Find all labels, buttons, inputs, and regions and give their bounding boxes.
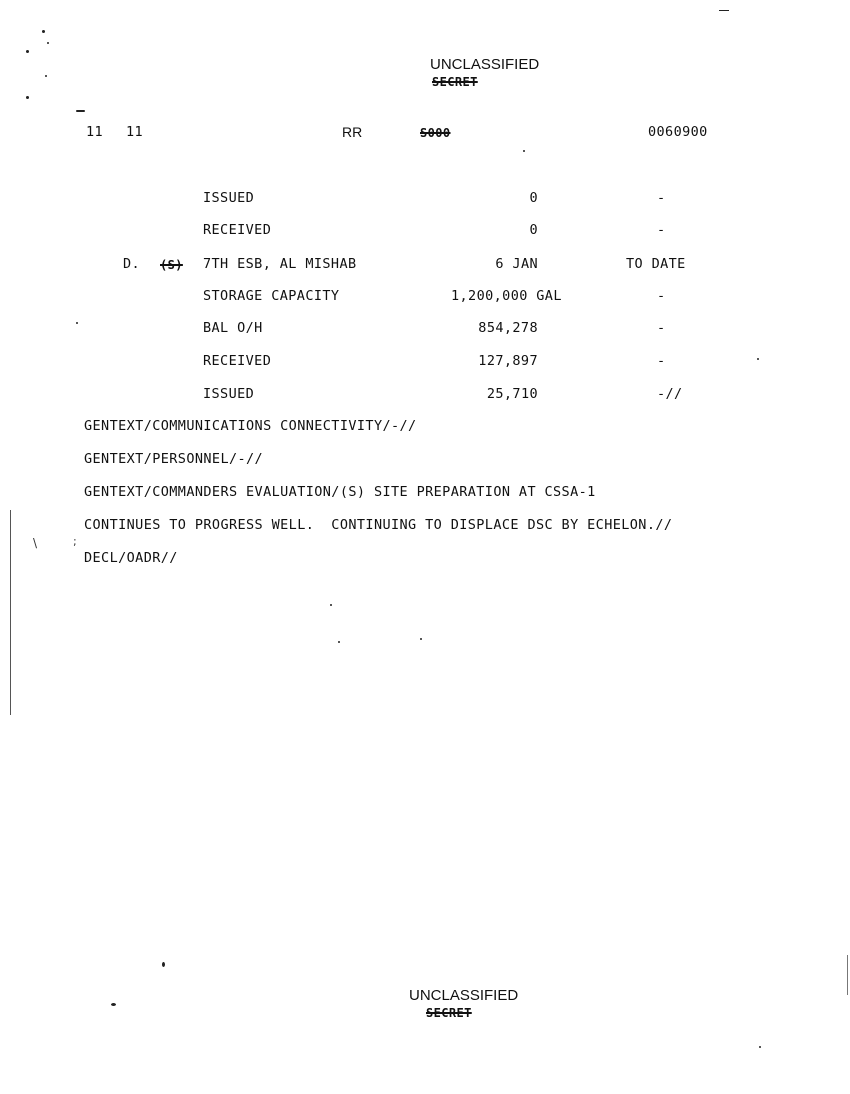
- row-value: 0: [529, 190, 538, 206]
- gentext-line: GENTEXT/COMMUNICATIONS CONNECTIVITY/-//: [84, 418, 417, 434]
- row-value: 6 JAN: [495, 256, 538, 272]
- gentext-line: GENTEXT/COMMANDERS EVALUATION/(S) SITE PREPARATION AT CSSA-1: [84, 484, 596, 500]
- scan-edge-line: [847, 955, 848, 995]
- row-label: RECEIVED: [203, 222, 272, 238]
- footer-classification: UNCLASSIFIED: [409, 987, 519, 1004]
- row-todate: -: [657, 222, 666, 238]
- row-value: 25,710: [486, 386, 538, 402]
- scan-speck: [26, 50, 29, 53]
- row-label: RECEIVED: [203, 353, 272, 369]
- scan-speck: [330, 604, 332, 606]
- scan-speck: [523, 150, 525, 152]
- footer-classification-struck: SECRET: [426, 1006, 472, 1020]
- scan-speck: [162, 962, 165, 967]
- row-label: STORAGE CAPACITY: [203, 288, 340, 304]
- row-label: BAL O/H: [203, 320, 263, 336]
- routing-dtg: 0060900: [648, 124, 708, 140]
- scan-speck: [76, 322, 78, 324]
- row-prefix: D.: [123, 256, 141, 272]
- row-value: 1,200,000 GAL: [451, 288, 562, 304]
- scan-speck: [420, 638, 422, 640]
- scan-speck: [757, 358, 759, 360]
- row-struck-marking: (S): [160, 258, 183, 272]
- scan-edge-line: [10, 510, 11, 715]
- scan-speck: [76, 110, 85, 112]
- header-classification: UNCLASSIFIED: [430, 56, 540, 73]
- row-value: 0: [529, 222, 538, 238]
- routing-precedence: RR: [342, 124, 363, 140]
- row-value: 854,278: [478, 320, 538, 336]
- scan-speck: [719, 10, 729, 11]
- scan-speck: ;: [73, 535, 77, 548]
- scan-speck: [47, 42, 49, 44]
- row-label: ISSUED: [203, 190, 255, 206]
- scan-speck: [45, 75, 47, 77]
- row-label: 7TH ESB, AL MISHAB: [203, 256, 357, 272]
- row-todate: -: [657, 288, 666, 304]
- row-todate: -//: [657, 386, 683, 402]
- routing-field-1: 11: [86, 124, 104, 140]
- scan-speck: [42, 30, 45, 33]
- gentext-line: CONTINUES TO PROGRESS WELL. CONTINUING TO DISPLACE DSC BY ECHELON.//: [84, 517, 673, 533]
- row-todate: -: [657, 320, 666, 336]
- row-label: ISSUED: [203, 386, 255, 402]
- gentext-line: DECL/OADR//: [84, 550, 178, 566]
- scan-speck: [111, 1003, 116, 1006]
- row-todate: TO DATE: [626, 256, 686, 272]
- row-todate: -: [657, 190, 666, 206]
- routing-field-2: 11: [126, 124, 144, 140]
- scan-speck: \: [33, 536, 38, 550]
- scan-speck: [26, 96, 29, 99]
- header-classification-struck: SECRET: [432, 75, 478, 89]
- scan-speck: [759, 1046, 761, 1048]
- gentext-line: GENTEXT/PERSONNEL/-//: [84, 451, 264, 467]
- scan-speck: [338, 641, 340, 643]
- row-todate: -: [657, 353, 666, 369]
- routing-struck-code: S000: [420, 126, 451, 140]
- row-value: 127,897: [478, 353, 538, 369]
